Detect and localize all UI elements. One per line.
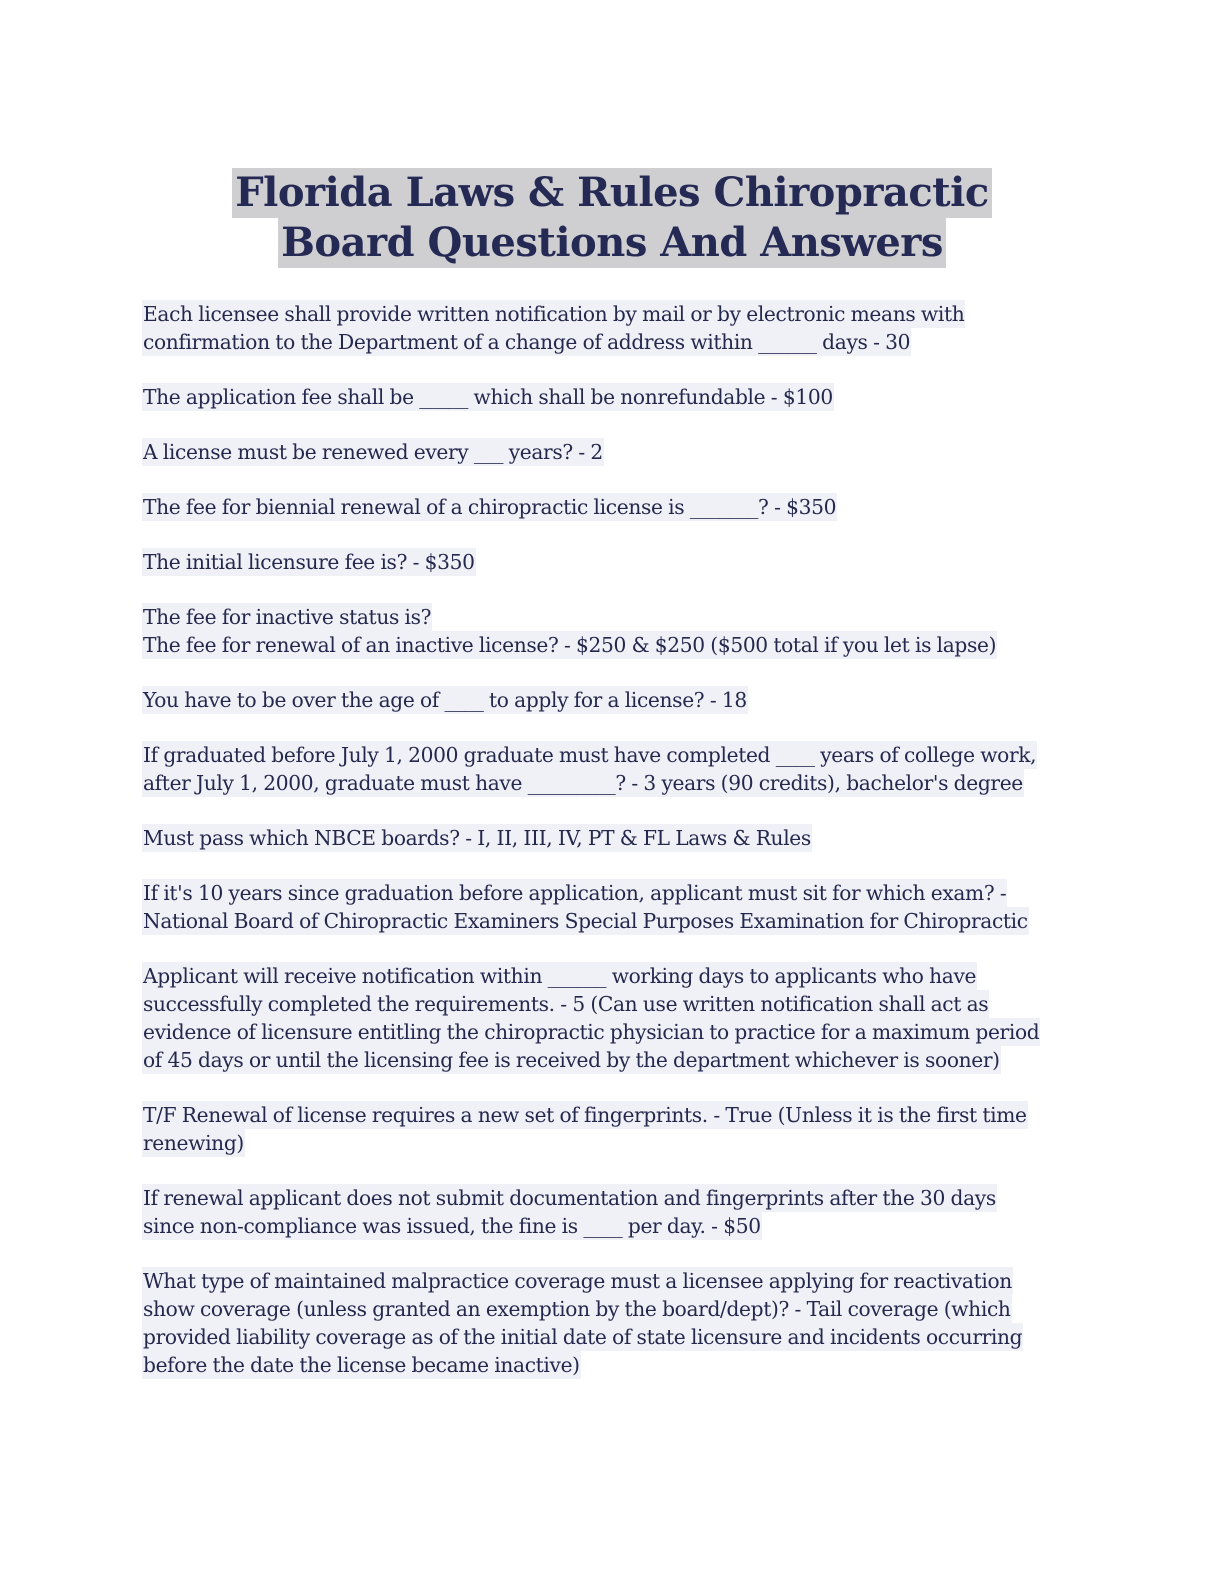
- qa-item: [142, 438, 1077, 466]
- qa-line: If it's 10 years since graduation before application, applicant must sit for which exam? -: [143, 881, 1007, 905]
- qa-line: You have to be over the age of ____ to apply for a license? - 18: [143, 688, 747, 712]
- qa-item: [142, 686, 1077, 714]
- qa-item: [142, 383, 1077, 411]
- qa-item: [142, 962, 1077, 1074]
- qa-item: [142, 879, 1077, 935]
- qa-line: evidence of licensure entitling the chiropractic physician to practice for a maximum period: [143, 1020, 1040, 1044]
- qa-line: The initial licensure fee is? - $350: [143, 550, 475, 574]
- qa-line: Applicant will receive notification within ______ working days to applicants who have: [143, 964, 977, 988]
- qa-item: [142, 548, 1077, 576]
- qa-line: The fee for inactive status is?: [143, 605, 432, 629]
- qa-line: T/F Renewal of license requires a new set of fingerprints. - True (Unless it is the first time: [143, 1103, 1027, 1127]
- qa-item: [142, 300, 1077, 356]
- qa-line: confirmation to the Department of a change of address within ______ days - 30: [143, 330, 911, 354]
- qa-line: National Board of Chiropractic Examiners Special Purposes Examination for Chiropractic: [143, 909, 1028, 933]
- qa-line: If renewal applicant does not submit documentation and fingerprints after the 30 days: [143, 1186, 996, 1210]
- qa-line: of 45 days or until the licensing fee is received by the department whichever is sooner): [143, 1048, 1000, 1072]
- qa-item: [142, 1101, 1077, 1157]
- title-line: Florida Laws & Rules Chiropractic: [232, 168, 991, 218]
- document-title: [0, 168, 1224, 268]
- qa-line: renewing): [143, 1131, 244, 1155]
- qa-list: [142, 300, 1077, 1406]
- qa-item: [142, 603, 1077, 659]
- qa-item: [142, 741, 1077, 797]
- qa-line: after July 1, 2000, graduate must have _________? - 3 years (90 credits), bachelor's degree: [143, 771, 1023, 795]
- qa-line: A license must be renewed every ___ years? - 2: [143, 440, 603, 464]
- qa-line: since non-compliance was issued, the fine is ____ per day. - $50: [143, 1214, 761, 1238]
- qa-line: The fee for biennial renewal of a chiropractic license is _______? - $350: [143, 495, 837, 519]
- qa-line: Must pass which NBCE boards? - I, II, III, IV, PT & FL Laws & Rules: [143, 826, 811, 850]
- qa-line: The application fee shall be _____ which shall be nonrefundable - $100: [143, 385, 833, 409]
- qa-item: [142, 1184, 1077, 1240]
- qa-line: successfully completed the requirements. - 5 (Can use written notification shall act as: [143, 992, 989, 1016]
- qa-line: If graduated before July 1, 2000 graduate must have completed ____ years of college work,: [143, 743, 1037, 767]
- qa-line: provided liability coverage as of the initial date of state licensure and incidents occurring: [143, 1325, 1023, 1349]
- qa-line: Each licensee shall provide written notification by mail or by electronic means with: [143, 302, 965, 326]
- qa-item: [142, 1267, 1077, 1379]
- title-line: Board Questions And Answers: [278, 218, 946, 268]
- qa-item: [142, 824, 1077, 852]
- qa-line: show coverage (unless granted an exemption by the board/dept)? - Tail coverage (which: [143, 1297, 1011, 1321]
- qa-line: before the date the license became inactive): [143, 1353, 580, 1377]
- qa-line: What type of maintained malpractice coverage must a licensee applying for reactivation: [143, 1269, 1012, 1293]
- qa-line: The fee for renewal of an inactive license? - $250 & $250 ($500 total if you let is lapse): [143, 633, 997, 657]
- qa-item: [142, 493, 1077, 521]
